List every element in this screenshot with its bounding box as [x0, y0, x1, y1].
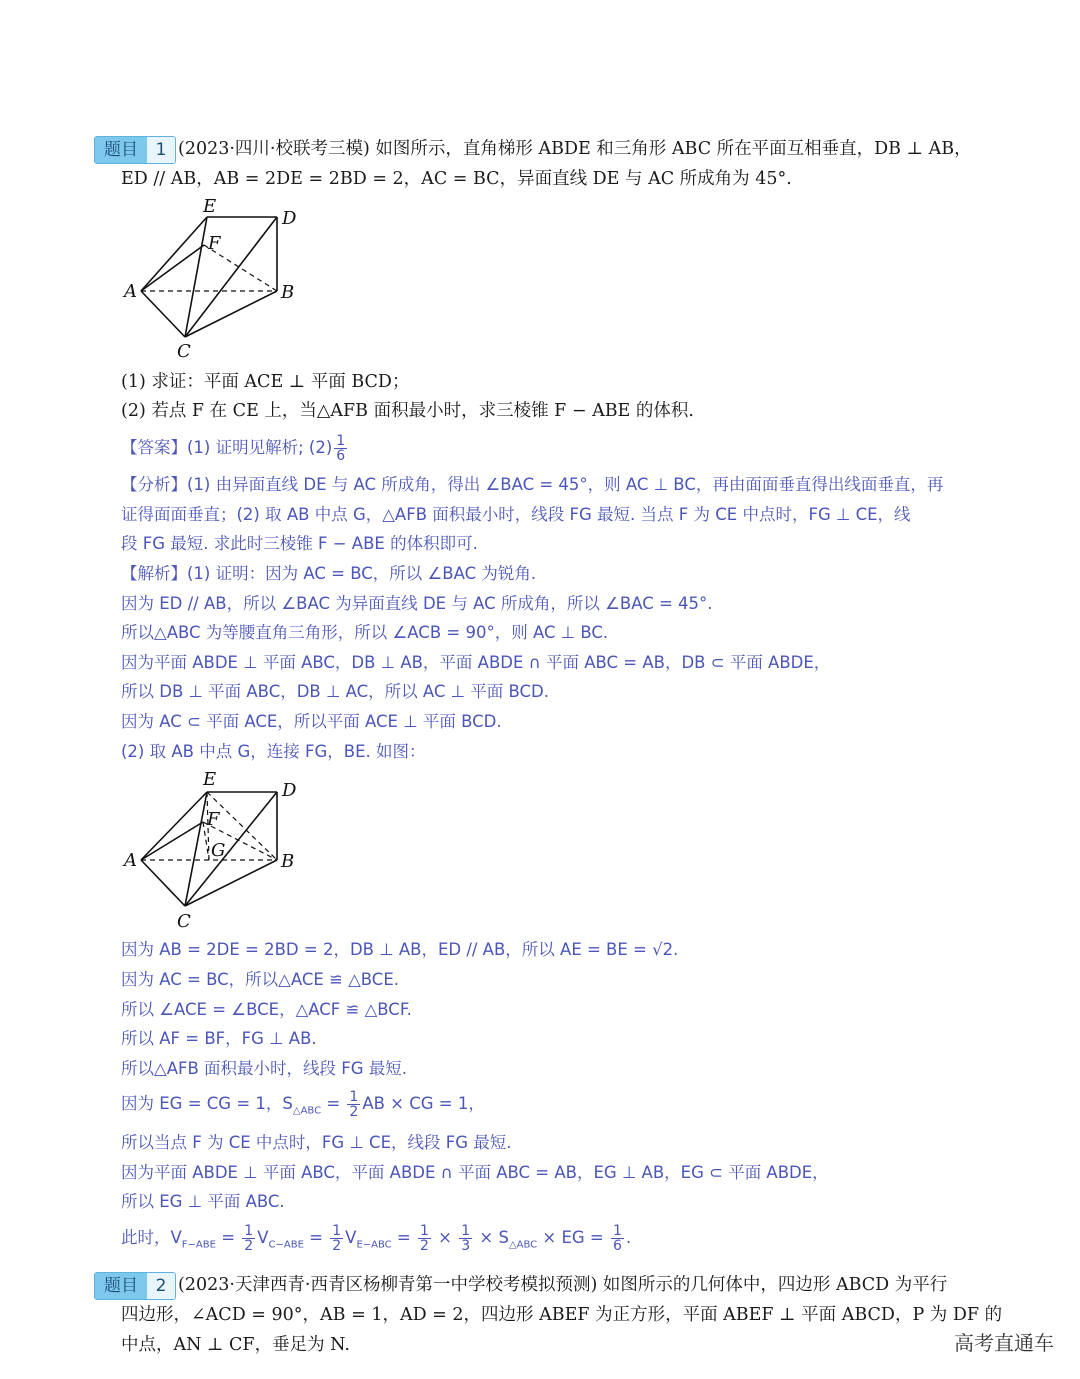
label-a: A: [124, 850, 137, 871]
problem-2-tag: [94, 1272, 176, 1300]
solution-line: 所以 ∠ACE = ∠BCE，△ACF ≌ △BCF.: [121, 1000, 412, 1019]
solution-line: 因为平面 ABDE ⊥ 平面 ABC，DB ⊥ AB，平面 ABDE ∩ 平面 ABC = AB，DB ⊂ 平面 ABDE，: [121, 653, 831, 672]
problem-tag-number: 1: [147, 137, 175, 163]
edge-ac: [141, 291, 185, 337]
answer-prefix: 【答案】(1) 证明见解析; (2): [121, 438, 333, 457]
edge-cb: [185, 860, 277, 906]
watermark-text: 高考直通车: [954, 1331, 1054, 1355]
analysis-line: 【分析】(1) 由异面直线 DE 与 AC 所成角，得出 ∠BAC = 45°，则 AC ⊥ BC，再由面面垂直得出线面垂直，再: [121, 475, 944, 494]
solution-line: 所以△AFB 面积最小时，线段 FG 最短.: [121, 1059, 408, 1078]
solution-line: 所以 AF = BF，FG ⊥ AB.: [121, 1029, 317, 1048]
solution-line: 所以△ABC 为等腰直角三角形，所以 ∠ACB = 90°，则 AC ⊥ BC.: [121, 623, 609, 642]
question-2: (2) 若点 F 在 CE 上，当△AFB 面积最小时，求三棱锥 F − ABE 的体积.: [121, 401, 694, 421]
solution-line: 所以 EG ⊥ 平面 ABC.: [121, 1192, 285, 1211]
question-1: (1) 求证：平面 ACE ⊥ 平面 BCD；: [121, 372, 410, 392]
label-f: F: [208, 233, 221, 254]
volume-equation-line: 此时，$V_{F-ABE}$ = $\frac{1}{2}$ $V_{C-ABE}$ = $\frac{1}{2}$ $V_{E-ABC}$ = $\frac{1}{2}$ × $\frac{1}{3}$ × $S_{\triangle ABC}$ × EG = $\frac{1}{6}$ .: [121, 1223, 632, 1254]
edge-ce: [185, 217, 207, 337]
problem-1-tag: [94, 136, 176, 164]
label-b: B: [281, 282, 295, 303]
problem-1-statement-line2: ED // AB，AB = 2DE = 2BD = 2，AC = BC，异面直线 DE 与 AC 所成角为 45°.: [121, 169, 792, 189]
solution-line: 所以 DB ⊥ 平面 ABC，DB ⊥ AC，所以 AC ⊥ 平面 BCD.: [121, 682, 549, 701]
area-equation-line: 因为 EG = CG = 1，$S_{\triangle ABC}$ = $\frac{1}{2}$ AB × CG = 1，: [121, 1089, 485, 1120]
problem-tag-label: 题目: [95, 1273, 147, 1299]
edge-ce: [185, 792, 207, 906]
analysis-line: 段 FG 最短. 求此时三棱锥 F − ABE 的体积即可.: [121, 534, 478, 553]
analysis-line: 证得面面垂直；(2) 取 AB 中点 G，△AFB 面积最小时，线段 FG 最短. 当点 F 为 CE 中点时，FG ⊥ CE，线: [121, 505, 911, 524]
answer-line: [121, 434, 349, 463]
answer-fraction: $\frac{1}{6}$: [336, 433, 346, 464]
edge-cb: [185, 291, 277, 337]
label-e: E: [203, 769, 217, 790]
label-c: C: [177, 911, 191, 932]
label-d: D: [282, 780, 297, 801]
solution-line: (2) 取 AB 中点 G，连接 FG，BE. 如图：: [121, 742, 426, 761]
solution-line: 所以当点 F 为 CE 中点时，FG ⊥ CE，线段 FG 最短.: [121, 1133, 512, 1152]
problem-2-line1: (2023·天津西青·西青区杨柳青第一中学校考模拟预测) 如图所示的几何体中，四边形 ABCD 为平行: [178, 1275, 948, 1295]
label-e: E: [203, 196, 217, 217]
solution-line: 因为 AB = 2DE = 2BD = 2，DB ⊥ AB，ED // AB，所以 AE = BE = √2.: [121, 940, 679, 959]
figure-2-solid: [115, 766, 315, 936]
edge-ae: [141, 217, 207, 291]
problem-2-line2: 四边形，∠ACD = 90°，AB = 1，AD = 2，四边形 ABEF 为正方形，平面 ABEF ⊥ 平面 ABCD，P 为 DF 的: [121, 1305, 1003, 1325]
problem-tag-number: 2: [147, 1273, 175, 1299]
problem-1-statement-line1: (2023·四川·校联考三模) 如图所示，直角梯形 ABDE 和三角形 ABC 所在平面互相垂直，DB ⊥ AB，: [178, 139, 972, 159]
label-a: A: [124, 281, 137, 302]
solution-line: 因为平面 ABDE ⊥ 平面 ABC，平面 ABDE ∩ 平面 ABC = AB，EG ⊥ AB，EG ⊂ 平面 ABDE，: [121, 1163, 829, 1182]
label-f: F: [207, 809, 220, 830]
edge-cd: [185, 792, 277, 906]
label-d: D: [282, 208, 297, 229]
solution-line: 因为 AC = BC，所以△ACE ≌ △BCE.: [121, 970, 399, 989]
label-c: C: [177, 341, 191, 362]
label-b: B: [281, 851, 295, 872]
problem-tag-label: 题目: [95, 137, 147, 163]
problem-2-line3: 中点，AN ⊥ CF，垂足为 N.: [121, 1335, 350, 1355]
label-g: G: [211, 840, 226, 861]
edge-ac: [141, 860, 185, 906]
figure-1-solid: [115, 195, 315, 365]
edge-cd: [185, 217, 277, 337]
solution-line: 【解析】(1) 证明：因为 AC = BC，所以 ∠BAC 为锐角.: [121, 564, 537, 583]
solution-line: 因为 AC ⊂ 平面 ACE，所以平面 ACE ⊥ 平面 BCD.: [121, 712, 502, 731]
solution-line: 因为 ED // AB，所以 ∠BAC 为异面直线 DE 与 AC 所成角，所以 ∠BAC = 45°.: [121, 594, 713, 613]
